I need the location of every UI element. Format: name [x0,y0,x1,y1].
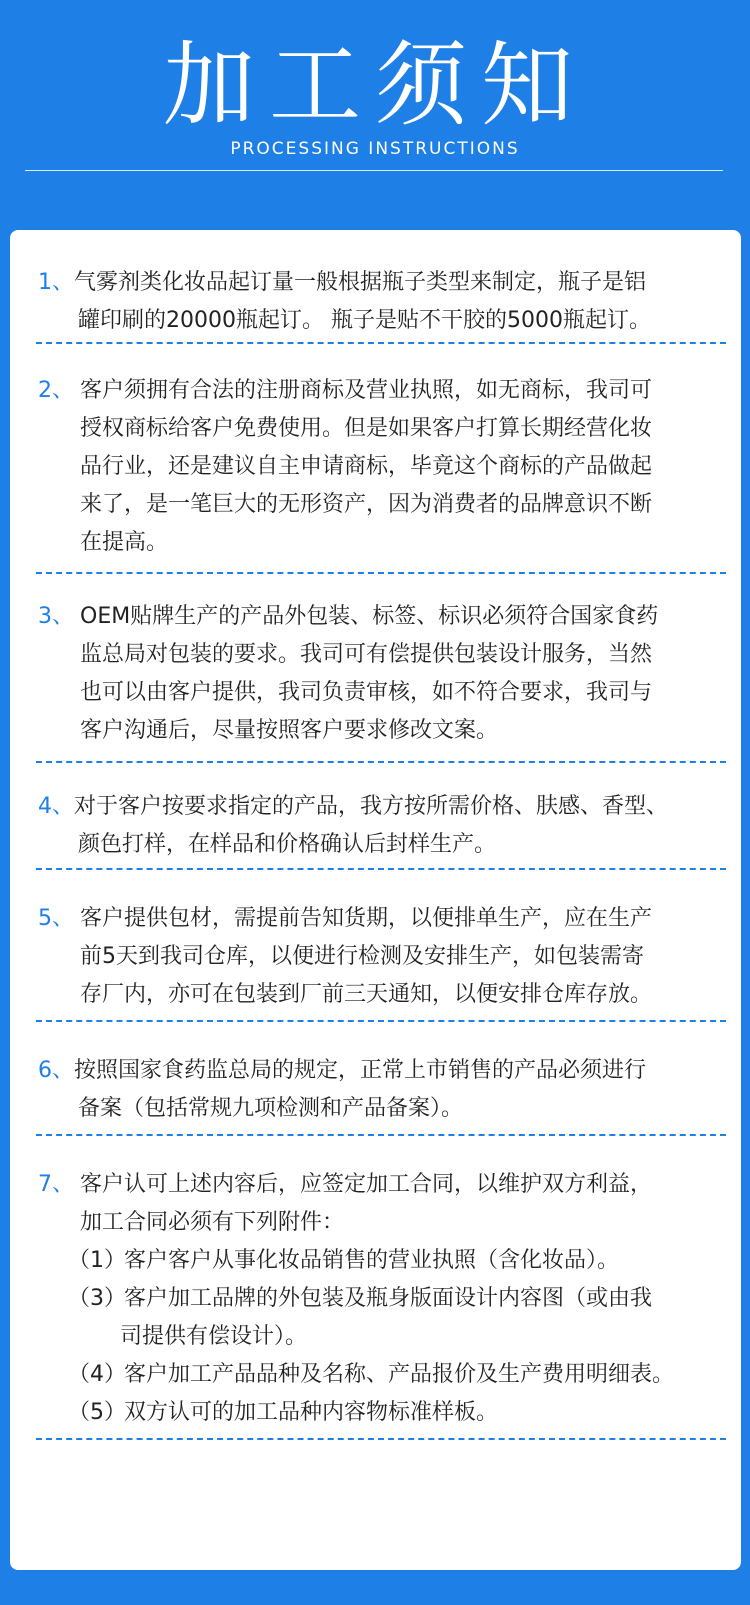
sub-item-text: 客户加工品牌的外包装及瓶身版面设计内容图（或由我 [124,1286,653,1311]
item-text: 加工合同必须有下列附件： [80,1210,345,1235]
item-number: 4、 [38,794,74,819]
item-number: 3、 [38,604,74,629]
page-title: 加工须知 [162,32,587,139]
instruction-item-2 [38,372,728,562]
instruction-item-5 [38,900,728,1014]
item-text: OEM贴牌生产的产品外包装、标签、标识必须符合国家食药 [80,604,659,629]
dashed-divider [36,1134,726,1136]
item-text: 也可以由客户提供，我司负责审核，如不符合要求，我司与 [80,680,653,705]
item-text: 客户沟通后，尽量按照客户要求修改文案。 [80,718,499,743]
sub-item-number: （5） [68,1400,126,1425]
item-text: 颜色打样，在样品和价格确认后封样生产。 [78,832,497,857]
dashed-divider [36,868,726,870]
dashed-divider [36,1438,726,1440]
item-text: 按照国家食药监总局的规定，正常上市销售的产品必须进行 [74,1058,647,1083]
item-text: 对于客户按要求指定的产品，我方按所需价格、肤感、香型、 [74,794,669,819]
instruction-item-3 [38,598,728,750]
item-text: 前5天到我司仓库，以便进行检测及安排生产，如包装需寄 [80,944,644,969]
sub-item-text: 双方认可的加工品种内容物标准样板。 [124,1400,499,1425]
dashed-divider [36,342,726,344]
item-text: 品行业，还是建议自主申请商标，毕竟这个商标的产品做起 [80,454,653,479]
instruction-item-1 [38,264,728,340]
sub-item-number: （3） [68,1286,126,1311]
sub-item-text: 客户客户从事化妆品销售的营业执照（含化妆品）。 [124,1248,620,1273]
item-number: 6、 [38,1058,74,1083]
item-number: 1、 [38,270,74,295]
item-text: 监总局对包装的要求。我司可有偿提供包装设计服务，当然 [80,642,653,667]
header-divider [25,170,723,171]
instruction-item-7 [38,1166,728,1432]
sub-item-number: （1） [68,1248,126,1273]
instructions-card [10,230,741,1570]
sub-item-text: 客户加工产品品种及名称、产品报价及生产费用明细表。 [124,1362,675,1387]
instruction-item-6 [38,1052,728,1128]
sub-item [38,1394,728,1432]
item-number: 5、 [38,906,74,931]
sub-item [38,1242,728,1280]
dashed-divider [36,1020,726,1022]
item-text: 授权商标给客户免费使用。但是如果客户打算长期经营化妆 [80,416,653,441]
item-text: 客户认可上述内容后，应签定加工合同，以维护双方利益， [80,1172,653,1197]
item-text: 备案（包括常规九项检测和产品备案）。 [78,1096,464,1121]
instruction-item-4 [38,788,728,864]
dashed-divider [36,761,726,763]
item-text: 客户须拥有合法的注册商标及营业执照，如无商标，我司可 [80,378,653,403]
item-text: 气雾剂类化妆品起订量一般根据瓶子类型来制定，瓶子是铝 [74,270,647,295]
item-text: 在提高。 [80,530,169,555]
item-text: 存厂内，亦可在包装到厂前三天通知，以便安排仓库存放。 [80,982,653,1007]
header [0,0,750,230]
item-text: 来了，是一笔巨大的无形资产，因为消费者的品牌意识不断 [80,492,653,517]
sub-item-text: 司提供有偿设计）。 [120,1324,308,1349]
sub-item [38,1356,728,1394]
item-number: 2、 [38,378,74,403]
sub-item-number: （4） [68,1362,126,1387]
item-text: 客户提供包材，需提前告知货期，以便排单生产，应在生产 [80,906,653,931]
item-text: 罐印刷的20000瓶起订。 瓶子是贴不干胶的5000瓶起订。 [78,308,651,333]
dashed-divider [36,572,726,574]
sub-item [38,1280,728,1318]
page-subtitle: PROCESSING INSTRUCTIONS [230,139,520,159]
item-number: 7、 [38,1172,74,1197]
